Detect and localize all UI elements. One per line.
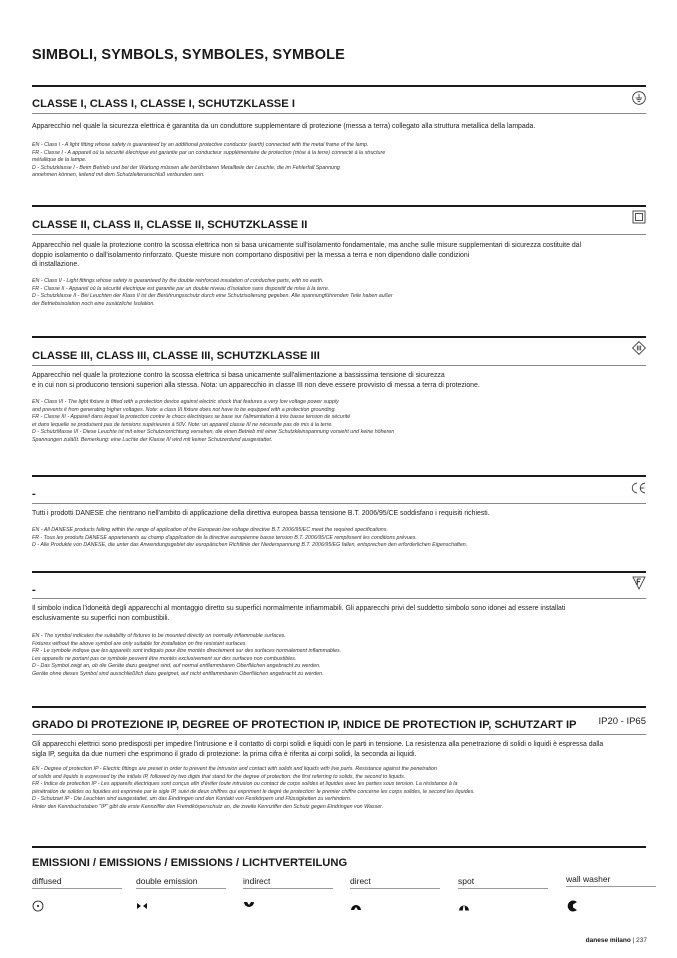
emission-underline	[136, 888, 226, 889]
emission-label: indirect	[243, 876, 271, 886]
spot-emission-icon	[458, 900, 470, 912]
section-title: CLASSE I, CLASS I, CLASSE I, SCHUTZKLASSE I	[32, 98, 295, 110]
section-title-underline	[32, 503, 646, 504]
footer-separator: |	[632, 937, 637, 944]
emissions-list	[32, 876, 646, 916]
f-mark-triangle-icon	[632, 576, 646, 590]
section-translations: EN - Degree of protection IP - Electric fittings are preset in order to prevent the intrusion and contact with solids and liquids with live parts. Resistance against the penetration of solids and liquids is expressed by the initials IP, followed by two digits that stand for the degree of protection: the first referring to solids, the second to liquids. FR - Indice de protection IP - Les appareils électriques sont conçus afin d'éviter toute intrusion ou contact de corps solides et liquides avec les parties sous tension. La résistance à la pénétration de solides ou liquides est exprimée par le sigle IP, suivi de deux chiffres qui expriment le degré de protection: le premier chiffre concerne les corps solides, le second les liquides. D - Schutzart IP - Die Leuchten sind ausgestattet, um das Eindringen und den Kontakt von Festkörpern und Flüssigkeiten zu verhindern. Hinter den Kennbuchstaben "IP" gibt die erste Kennziffer den Fremdkörperschutz an, die zweite Kennziffer den Schutz gegen Eindringen von Wasser.	[32, 766, 475, 810]
section-title: -	[32, 488, 36, 500]
ip-range-label: IP20 - IP65	[598, 716, 646, 727]
section-rule	[32, 336, 646, 338]
section-title: CLASSE III, CLASS III, CLASSE III, SCHUTZKLASSE III	[32, 350, 320, 362]
section-body: Apparecchio nel quale la protezione contro la scossa elettrica si basa unicamente sull'alimentazione a bassissima tensione di sicurezza e in cui non si producono tensioni superiori alla stessa. Nota: un apparecchio in classe III non deve essere provvisto di messa a terra di protezione.	[32, 372, 480, 389]
section-rule	[32, 846, 646, 848]
emission-underline	[243, 888, 333, 889]
section-rule	[32, 571, 646, 573]
section-rule	[32, 85, 646, 87]
section-title-underline	[32, 113, 646, 114]
section-translations: EN - All DANESE products falling within the range of application of the European low voltage directive B.T. 2006/95/EC meet the required specifications. FR - Tous les produits DANESE appartenants au champ d'application de la directive européenne basse tension B.T. 2006/95/CE remplissent les conditions prévues. D - Alle Produkte von DANESE, die unter das Anwendungsgebiet der europäischen Richtlinie der Niederspannung B.T. 2006/95/EG fallen, entsprechen den erforderlichen Eigenschaften.	[32, 527, 468, 549]
section-translations: EN - Class II - Light fittings whose safety is guaranteed by the double reinforced insulation of conductive parts, with no earth. FR - Classe II - Appareil où la sécurité électrique est garantie par un double niveau d'isolation sans dispositif de mise à la terre. D - Schutzklasse II - Bei Leuchten der Klass II ist der Berührungsschutz durch eine Schutzisolierung gegeben. Alle spannungführenden Teile haben außer der Betriebsisolation noch eine zusätzliche Isolation.	[32, 278, 393, 307]
section-body: Apparecchio nel quale la protezione contro la scossa elettrica non si basa unicamente sull'isolamento fondamentale, ma anche sulle misure supplementari di sicurezza costituite dal doppio isolamento o dall'isolamento rinforzato. Queste misure non comportano dispositivi per la messa a terra e non dipendono dalle condizioni di installazione.	[32, 242, 582, 269]
emission-label: direct	[350, 876, 371, 886]
earth-ground-icon	[632, 91, 646, 105]
section-body: Il simbolo indica l'idoneità degli apparecchi al montaggio diretto su superfici normalmente infiammabili. Gli apparecchi privi del suddetto simbolo sono idonei ad essere installati esclusivamente su superfici non combustibili.	[32, 605, 566, 622]
section-title-underline	[32, 365, 646, 366]
section-class-one	[32, 85, 646, 190]
section-f-mark	[32, 571, 646, 696]
emission-underline	[350, 888, 440, 889]
emission-item-diffused	[32, 876, 122, 889]
section-ce-mark	[32, 475, 646, 565]
section-emissions	[32, 846, 646, 916]
emission-label: double emission	[136, 876, 198, 886]
indirect-emission-icon	[243, 900, 255, 912]
diffused-emission-icon	[32, 900, 44, 912]
wall-washer-icon	[566, 900, 578, 912]
section-title: CLASSE II, CLASS II, CLASSE II, SCHUTZKLASSE II	[32, 219, 308, 231]
class-three-diamond-icon	[632, 341, 646, 355]
emission-item-spot	[458, 876, 548, 889]
section-translations: EN - Class I - A light fitting whose safety is guaranteed by an additional protective conductor (earth) connected with the metal frame of the lamp. FR - Classe I - A appareil où la sécurité électrique est garantie par un conducteur supplémentaire de protection (mise à la terre) connecté à la structure métallique de la lampe. D - Schutzklasse I - Beim Betrieb und bei der Wartung müssen alle berührbaren Metallteile der Leuchte, die im Fehlerfall Spannung annehmen können, leitend mit dem Schutzleiteranschluß verbunden sein.	[32, 142, 386, 179]
emission-underline	[458, 888, 548, 889]
section-body: Tutti i prodotti DANESE che rientrano nell'ambito di applicazione della direttiva europea bassa tensione B.T. 2006/95/CE soddisfano i requisiti richiesti.	[32, 510, 490, 517]
emission-label: diffused	[32, 876, 62, 886]
emission-underline	[32, 888, 122, 889]
footer-page-number: 237	[636, 937, 647, 944]
emission-underline	[566, 886, 656, 887]
section-title-underline	[32, 598, 646, 599]
emission-label: spot	[458, 876, 475, 886]
section-rule	[32, 475, 646, 477]
section-title-underline	[32, 734, 646, 735]
section-rule	[32, 706, 646, 708]
section-title: -	[32, 584, 36, 596]
section-ip-protection	[32, 706, 646, 836]
page-title: SIMBOLI, SYMBOLS, SYMBOLES, SYMBOLE	[32, 47, 345, 63]
double-square-icon	[632, 210, 646, 224]
section-class-two	[32, 205, 646, 325]
double-emission-icon	[136, 900, 148, 912]
section-title-underline	[32, 234, 646, 235]
emission-item-wall-washer	[566, 874, 656, 887]
emissions-title: EMISSIONI / EMISSIONS / EMISSIONS / LICHTVERTEILUNG	[32, 857, 348, 869]
footer-brand: danese milano	[585, 937, 631, 944]
emission-label: wall washer	[566, 874, 611, 884]
emission-item-double	[136, 876, 226, 889]
section-title: GRADO DI PROTEZIONE IP, DEGREE OF PROTECTION IP, INDICE DE PROTECTION IP, SCHUTZART IP	[32, 719, 577, 731]
section-body: Gli apparecchi elettrici sono predisposti per impedire l'intrusione e il contatto di corpi solidi e liquidi con le parti in tensione. La resistenza alla penetrazione di solidi o liquidi è espressa dalla sigla IP, seguita da due numeri che esprimono il grado di protezione: la prima cifra è riferita ai corpi solidi, la seconda ai liquidi.	[32, 741, 604, 758]
section-rule	[32, 205, 646, 207]
section-translations: EN - Class III - The light fixture is fitted with a protection device against electric shock that features a very low voltage power supply and prevents it from generating higher voltages. Note: a class III fixture does not have to be equipped with a protection grounding. FR - Classe III - Appareil dans lequel la protection contre le chocs électriques se base sur l'alimentation à très basse tension de sécurité et dans lequelle se produisent pas de tensions supérieures à 50V. Note: un appareil classe III ne nécessite pas de mis à la terre. D - SchutzMasse III - Diese Leuchte ist mit einer Schutzvorrichtung versehen, die einen Betrieb mit einer Schutzkleinspannung vorsieht und keine höheren Spannungen zuläßt. Bemerkung: eine Luchte der Klasse III wird mit keiner Schutzerdund ausgestattet.	[32, 399, 395, 443]
emission-item-direct	[350, 876, 440, 889]
section-translations: EN - The symbol indicates the suitability of fixtures to be mounted directly on normally inflammable surfaces. Fixtures without the above symbol are only suitable for installation on fire resistant surfaces. FR - Le symbole indique que les appareils sont indiqués pour être montés directement sur des surfaces normalement inflammables. Les appareils ne portant pas ce symbole peuvent être montés exclusivement sur des surfaces non combustibles. D - Das Symbol zeigt an, ob die Geräte dazu geeignet sind, auf normal entflammbaren Oberflächen angebracht zu werden. Geräte ohne dieses Symbol sind ausschließlich dazu geeignet, auf nicht entflammbaren Oberflächen angebracht zu werden.	[32, 633, 342, 677]
section-class-three	[32, 336, 646, 466]
emission-item-indirect	[243, 876, 333, 889]
direct-emission-icon	[350, 900, 362, 912]
page-footer	[586, 937, 647, 944]
ce-mark-icon	[630, 481, 646, 495]
section-body: Apparecchio nel quale la sicurezza elettrica è garantita da un conduttore supplementare di protezione (messa a terra) collegato alla struttura metallica della lampada.	[32, 123, 536, 130]
